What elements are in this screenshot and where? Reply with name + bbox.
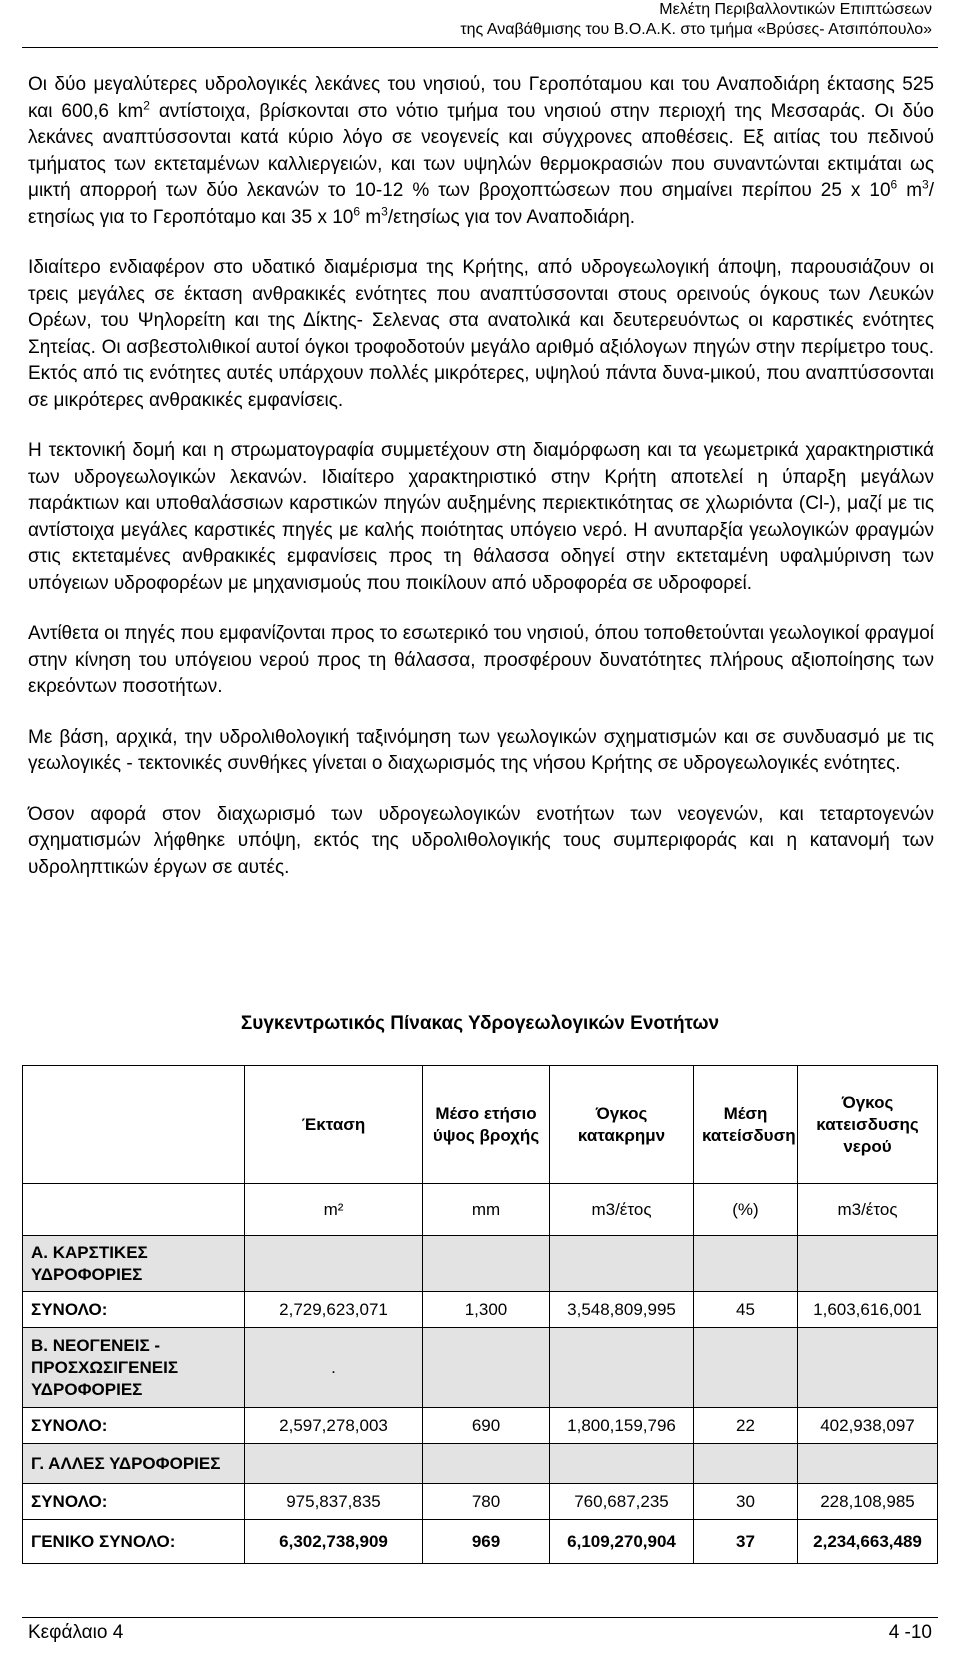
p1-sup-a: 2 bbox=[143, 98, 150, 113]
value-cell: 22 bbox=[694, 1408, 798, 1444]
value-cell: 2,729,623,071 bbox=[245, 1292, 423, 1328]
table-title: Συγκεντρωτικός Πίνακας Υδρογεωλογικών Ενοτήτων bbox=[240, 1013, 720, 1034]
value-cell: 975,837,835 bbox=[245, 1484, 423, 1520]
p1-sup-b: 6 bbox=[890, 177, 898, 192]
paragraph-6: Όσον αφορά στον διαχωρισμό των υδρογεωλογικών ενοτήτων των νεογενών, και τεταρτογενών σχηματισμών λήφθηκε υπόψη, εκτός της υδρολιθολογικής τους συμπεριφοράς και η κατανομή των υδροληπτικών έργων σε αυτές. bbox=[28, 803, 934, 878]
p1-sup-d: 6 bbox=[353, 204, 361, 219]
unit-cell: m² bbox=[245, 1184, 423, 1236]
value-cell: 402,938,097 bbox=[798, 1408, 938, 1444]
document-body bbox=[28, 72, 934, 905]
value-cell bbox=[798, 1328, 938, 1408]
value-cell bbox=[798, 1444, 938, 1484]
page-header bbox=[460, 0, 932, 40]
table-row bbox=[23, 1520, 938, 1564]
table-row bbox=[23, 1408, 938, 1444]
row-label: Β. ΝΕΟΓΕΝΕΙΣ - ΠΡΟΣΧΩΣΙΓΕΝΕΙΣ ΥΔΡΟΦΟΡΙΕΣ bbox=[23, 1328, 245, 1408]
value-cell bbox=[550, 1236, 694, 1292]
row-label: ΣΥΝΟΛΟ: bbox=[23, 1408, 245, 1444]
paragraph-1 bbox=[28, 72, 934, 231]
table-row bbox=[23, 1292, 938, 1328]
value-cell: 30 bbox=[694, 1484, 798, 1520]
p1-text-a: Οι δύο μεγαλύτερες υδρολογικές λεκάνες του νησιού, του Γεροπόταμου και του Αναποδιάρη έκτασης 525 και 600,6 km bbox=[28, 74, 934, 122]
row-label: ΣΥΝΟΛΟ: bbox=[23, 1292, 245, 1328]
footer-divider bbox=[22, 1617, 938, 1618]
row-label: ΓΕΝΙΚΟ ΣΥΝΟΛΟ: bbox=[23, 1520, 245, 1564]
unit-cell: m3/έτος bbox=[798, 1184, 938, 1236]
value-cell bbox=[694, 1328, 798, 1408]
value-cell bbox=[550, 1444, 694, 1484]
value-cell: 969 bbox=[423, 1520, 550, 1564]
value-cell: 690 bbox=[423, 1408, 550, 1444]
value-cell: 2,597,278,003 bbox=[245, 1408, 423, 1444]
value-cell: 1,603,616,001 bbox=[798, 1292, 938, 1328]
table-row bbox=[23, 1236, 938, 1292]
value-cell: 760,687,235 bbox=[550, 1484, 694, 1520]
value-cell bbox=[423, 1236, 550, 1292]
p1-sup-e: 3 bbox=[381, 204, 388, 219]
value-cell: 45 bbox=[694, 1292, 798, 1328]
value-cell bbox=[798, 1236, 938, 1292]
value-cell: 37 bbox=[694, 1520, 798, 1564]
value-cell: 6,302,738,909 bbox=[245, 1520, 423, 1564]
p1-text-e: m bbox=[360, 206, 382, 228]
header-line-1: Μελέτη Περιβαλλοντικών Επιπτώσεων bbox=[659, 1, 932, 18]
header-line-2: της Αναβάθμισης του Β.Ο.Α.Κ. στο τμήμα «Βρύσες- Ατσιπόπουλο» bbox=[460, 21, 932, 38]
column-header: Όγκος κατεισδυσης νερού bbox=[798, 1066, 938, 1184]
chapter-label: Κεφάλαιο 4 bbox=[28, 1622, 124, 1643]
unit-cell: m3/έτος bbox=[550, 1184, 694, 1236]
value-cell: 228,108,985 bbox=[798, 1484, 938, 1520]
paragraph-5: Με βάση, αρχικά, την υδρολιθολογική ταξινόμηση των γεωλογικών σχηματισμών και σε συνδυασμό με τις γεωλογικές - τεκτονικές συνθήκες γίνεται ο διαχωρισμός της νήσου Κρήτης σε υδρογεωλογικές ενότητες. bbox=[28, 726, 934, 774]
value-cell bbox=[694, 1444, 798, 1484]
hydrogeology-summary-table bbox=[22, 1065, 938, 1564]
page-number: 4 -10 bbox=[888, 1622, 932, 1643]
value-cell: 6,109,270,904 bbox=[550, 1520, 694, 1564]
p1-text-c: m bbox=[897, 180, 923, 201]
paragraph-2: Ιδιαίτερο ενδιαφέρον στο υδατικό διαμέρισμα της Κρήτης, από υδρογεωλογική άποψη, παρουσιάζουν οι τρεις μεγάλες σε έκταση ανθρακικές ενότητες που αναπτύσσονται στους ορεινούς όγκους των Λευκών Ορέων, του Ψηλορείτη και της Δίκτης- Σελενας στα ανατολικά και δευτερευόντως οι καρστικές ενότητες Σητείας. Οι ασβεστολιθικοί αυτοί όγκοι τροφοδοτούν μεγάλο αριθμό αξιόλογων πηγών στην περίμετρο τους. Εκτός από τις ενότητες αυτές υπάρχουν πολλές μικρότερες, υψηλού πάντα δυνα-μικού, που αναπτύσσονται σε μικρότερες ανθρακικές εμφανίσεις. bbox=[28, 257, 934, 411]
table-header-row bbox=[23, 1066, 938, 1184]
value-cell bbox=[245, 1444, 423, 1484]
value-cell bbox=[423, 1328, 550, 1408]
paragraph-4: Αντίθετα οι πηγές που εμφανίζονται προς το εσωτερικό του νησιού, όπου τοποθετούνται γεωλογικοί φραγμοί στην κίνηση του υπόγειου νερού προς τη θάλασσα, προσφέρουν δυνατότητες πλήρους αξιοποίησης των εκρεόντων ποσοτήτων. bbox=[28, 623, 934, 697]
row-label: Α. ΚΑΡΣΤΙΚΕΣ ΥΔΡΟΦΟΡΙΕΣ bbox=[23, 1236, 245, 1292]
value-cell: 3,548,809,995 bbox=[550, 1292, 694, 1328]
paragraph-3: Η τεκτονική δομή και η στρωματογραφία συμμετέχουν στη διαμόρφωση και τα γεωμετρικά χαρακτηριστικά των υδρογεωλογικών λεκανών. Ιδιαίτερο χαρακτηριστικό στην Κρήτη αποτελεί η ύπαρξη μεγάλων παράκτιων και υποθαλάσσιων καρστικών πηγών αυξημένης περιεκτικότητας σε χλωριόντα (Cl-), μαζί με τις αντίστοιχα μεγάλες καρστικές πηγές με καλής ποιότητας υπόγειο νερό. Η ανυπαρξία γεωλογικών φραγμών στις εκτεταμένες ανθρακικές εμφανίσεις προς τη θάλασσα οδηγεί στην εκτεταμένη υφαλμύρινση των υπόγειων υδροφορέων με μηχανισμούς που ποικίλουν από υδροφορέα σε υδροφορεί. bbox=[28, 440, 934, 594]
column-header: Μέση κατείσδυση bbox=[694, 1066, 798, 1184]
value-cell: 2,234,663,489 bbox=[798, 1520, 938, 1564]
value-cell: 780 bbox=[423, 1484, 550, 1520]
p1-text-f: /ετησίως για τον Αναποδιάρη. bbox=[387, 206, 636, 228]
unit-cell: mm bbox=[423, 1184, 550, 1236]
table-row bbox=[23, 1328, 938, 1408]
column-header: Μέσο ετήσιο ύψος βροχής bbox=[423, 1066, 550, 1184]
units-row bbox=[23, 1184, 938, 1236]
unit-cell: (%) bbox=[694, 1184, 798, 1236]
value-cell: 1,800,159,796 bbox=[550, 1408, 694, 1444]
header-divider bbox=[22, 47, 938, 48]
table-row bbox=[23, 1484, 938, 1520]
value-cell: 1,300 bbox=[423, 1292, 550, 1328]
value-cell bbox=[423, 1444, 550, 1484]
value-cell bbox=[694, 1236, 798, 1292]
units-label-cell bbox=[23, 1184, 245, 1236]
p1-text-b: αντίστοιχα, βρίσκονται στο νότιο τμήμα του νησιού στην περιοχή της Μεσσαράς. Οι δύο λεκάνες αναπτύσσονται κατά κύριο λόγο σε νεογενείς και σύγχρονες αποθέσεις. Εξ αιτίας του πεδινού τμήματος των εκτεταμένων καλλιεργειών, και των υψηλών θερμοκρασιών που συναντώνται εκτιμάται ως μικτή απορροή των δύο λεκανών το 10-12 % των βροχοπτώσεων που σημαίνει περίπου 25 x 10 bbox=[28, 100, 935, 201]
column-header: Έκταση bbox=[245, 1066, 423, 1184]
value-cell bbox=[550, 1328, 694, 1408]
row-label: Γ. ΑΛΛΕΣ ΥΔΡΟΦΟΡΙΕΣ bbox=[23, 1444, 245, 1484]
table-row bbox=[23, 1444, 938, 1484]
value-cell: . bbox=[245, 1328, 423, 1408]
value-cell bbox=[245, 1236, 423, 1292]
header-corner-cell bbox=[23, 1066, 245, 1184]
column-header: Όγκος κατακρημν bbox=[550, 1066, 694, 1184]
p1-sup-c: 3 bbox=[922, 177, 929, 192]
p1-text-d: /ετησίως για το Γεροπόταμο και 35 x 10 bbox=[28, 180, 934, 228]
row-label: ΣΥΝΟΛΟ: bbox=[23, 1484, 245, 1520]
